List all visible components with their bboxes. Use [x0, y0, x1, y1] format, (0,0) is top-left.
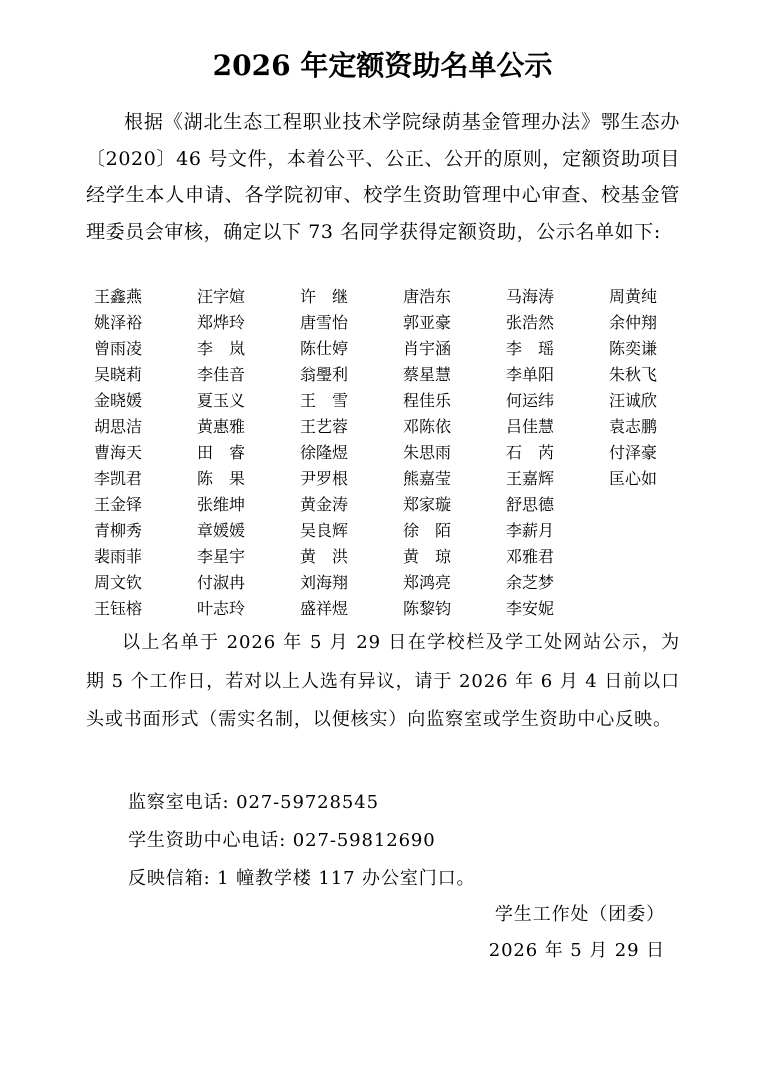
name-entry: 陈仕婷: [300, 339, 349, 358]
name-entry: 吕佳慧: [506, 417, 555, 436]
name-entry: 王 雪: [300, 391, 349, 410]
name-entry: 程佳乐: [403, 391, 452, 410]
name-entry: 王钰榕: [94, 599, 143, 618]
name-entry: 翁璺利: [300, 365, 349, 384]
name-entry: 黄 琼: [403, 547, 452, 566]
empty-cell: [609, 570, 712, 596]
name-entry: 邓陈依: [403, 417, 452, 436]
name-entry: 尹罗根: [300, 469, 349, 488]
notice-paragraph: 以上名单于 2026 年 5 月 29 日在学校栏及学工处网站公示，为期 5 个工作日，若对以上人选有异议，请于 2026 年 6 月 4 日前以口头或书面形式（需实名制，以便核实）向监察室或学生资助中心反映。: [86, 632, 680, 730]
name-entry: 田 睿: [197, 443, 246, 462]
mailbox-location: 反映信箱: 1 幢教学楼 117 办公室门口。: [128, 868, 476, 889]
name-entry: 李单阳: [506, 365, 555, 384]
name-entry: 朱思雨: [403, 443, 452, 462]
name-entry: 陈奕谦: [609, 339, 658, 358]
name-entry: 袁志鹏: [609, 417, 658, 436]
name-entry: 余芝梦: [506, 573, 555, 592]
name-entry: 黄金涛: [300, 495, 349, 514]
name-entry: 石 芮: [506, 443, 555, 462]
name-entry: 胡思洁: [94, 417, 143, 436]
name-entry: 舒思德: [506, 495, 555, 514]
name-entry: 许 继: [300, 287, 349, 306]
name-entry: 余仲翔: [609, 313, 658, 332]
name-entry: 王金铎: [94, 495, 143, 514]
empty-cell: [609, 518, 712, 544]
name-list: [94, 284, 712, 622]
name-entry: 叶志玲: [197, 599, 246, 618]
name-entry: 曾雨凌: [94, 339, 143, 358]
name-entry: 黄惠雅: [197, 417, 246, 436]
name-entry: 郑烨玲: [197, 313, 246, 332]
supervision-phone: 监察室电话: 027-59728545: [128, 792, 379, 813]
empty-cell: [609, 596, 712, 622]
name-entry: 汪字媗: [197, 287, 246, 306]
name-entry: 周文钦: [94, 573, 143, 592]
empty-cell: [609, 492, 712, 518]
aid-center-phone: 学生资助中心电话: 027-59812690: [128, 830, 436, 851]
name-entry: 吴晓莉: [94, 365, 143, 384]
name-entry: 王嘉辉: [506, 469, 555, 488]
name-entry: 张浩然: [506, 313, 555, 332]
name-entry: 曹海天: [94, 443, 143, 462]
name-entry: 陈 果: [197, 469, 246, 488]
name-entry: 唐浩东: [403, 287, 452, 306]
name-entry: 章媛媛: [197, 521, 246, 540]
name-entry: 盛祥煜: [300, 599, 349, 618]
name-entry: 何运纬: [506, 391, 555, 410]
name-entry: 郑家璇: [403, 495, 452, 514]
name-entry: 徐 陌: [403, 521, 452, 540]
name-entry: 马海涛: [506, 287, 555, 306]
name-entry: 黄 洪: [300, 547, 349, 566]
name-entry: 匡心如: [609, 469, 658, 488]
name-entry: 李佳音: [197, 365, 246, 384]
name-entry: 吴良辉: [300, 521, 349, 540]
name-entry: 张维坤: [197, 495, 246, 514]
name-entry: 郭亚豪: [403, 313, 452, 332]
signature-department: 学生工作处（团委）: [494, 904, 665, 925]
name-entry: 金晓媛: [94, 391, 143, 410]
name-entry: 李 岚: [197, 339, 246, 358]
intro-paragraph: 根据《湖北生态工程职业技术学院绿荫基金管理办法》鄂生态办〔2020〕46 号文件，本着公平、公正、公开的原则，定额资助项目经学生本人申请、各学院初审、校学生资助管理中心审查、校基金管理委员会审核，确定以下 73 名同学获得定额资助，公示名单如下:: [86, 111, 680, 243]
name-entry: 肖宇涵: [403, 339, 452, 358]
name-entry: 周黄纯: [609, 287, 658, 306]
name-entry: 徐隆煜: [300, 443, 349, 462]
name-entry: 汪诚欣: [609, 391, 658, 410]
name-entry: 李安妮: [506, 599, 555, 618]
name-entry: 蔡星慧: [403, 365, 452, 384]
name-entry: 郑鸿亮: [403, 573, 452, 592]
name-entry: 唐雪怡: [300, 313, 349, 332]
document-title: 2026 年定额资助名单公示: [212, 49, 553, 82]
name-entry: 熊嘉莹: [403, 469, 452, 488]
name-entry: 李薪月: [506, 521, 555, 540]
name-entry: 青柳秀: [94, 521, 143, 540]
name-entry: 姚泽裕: [94, 313, 143, 332]
name-entry: 付泽豪: [609, 443, 658, 462]
name-entry: 李凯君: [94, 469, 143, 488]
signature-date: 2026 年 5 月 29 日: [488, 940, 665, 961]
name-entry: 夏玉义: [197, 391, 246, 410]
name-entry: 付淑冉: [197, 573, 246, 592]
name-entry: 王鑫燕: [94, 287, 143, 306]
name-entry: 朱秋飞: [609, 365, 658, 384]
name-entry: 陈黎钧: [403, 599, 452, 618]
name-entry: 裴雨菲: [94, 547, 143, 566]
name-entry: 李 瑶: [506, 339, 555, 358]
empty-cell: [609, 544, 712, 570]
name-entry: 邓雅君: [506, 547, 555, 566]
name-entry: 王艺蓉: [300, 417, 349, 436]
name-entry: 刘海翔: [300, 573, 349, 592]
name-entry: 李星宇: [197, 547, 246, 566]
